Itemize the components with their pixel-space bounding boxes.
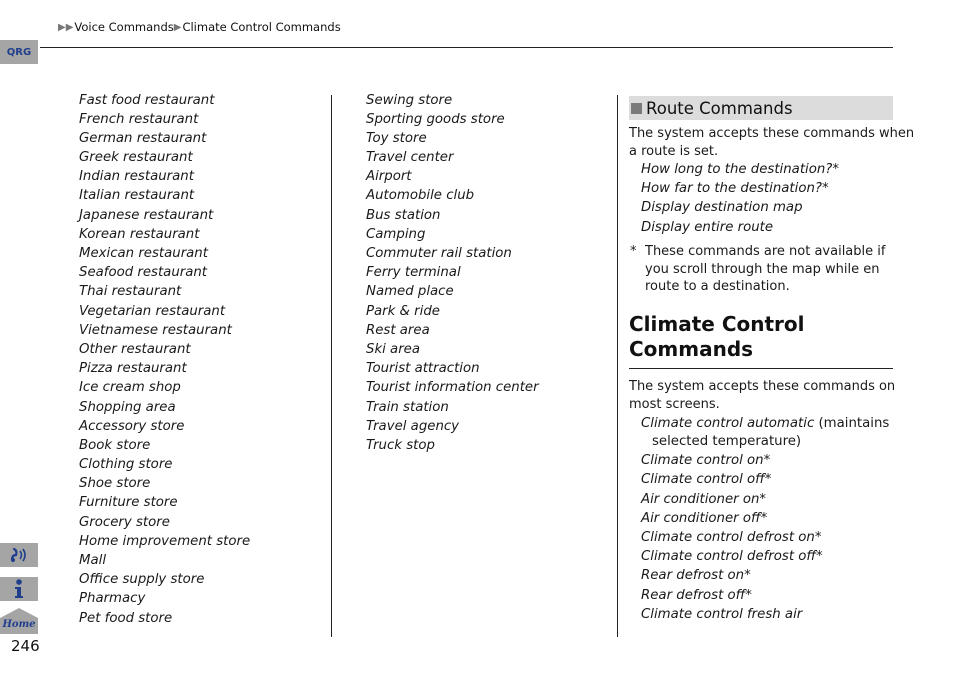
list-item: Ferry terminal <box>366 265 461 281</box>
list-item: Shoe store <box>79 476 151 492</box>
list-item: Clothing store <box>79 457 173 473</box>
list-item: Tourist attraction <box>366 361 480 377</box>
list-item: Airport <box>366 169 412 185</box>
climate-command-item: Climate control fresh air <box>641 606 803 622</box>
climate-command-automatic-suffix: (maintains <box>814 416 890 431</box>
info-icon <box>11 578 27 600</box>
list-item: Thai restaurant <box>79 284 182 300</box>
route-command-item: How long to the destination?* <box>641 162 839 177</box>
climate-title-line2: Commands <box>629 337 754 361</box>
climate-command-item: Rear defrost on* <box>641 568 751 584</box>
climate-intro <box>629 378 895 414</box>
route-command-list <box>641 161 839 238</box>
climate-command-item: Rear defrost off* <box>641 587 752 603</box>
footnote-star: * <box>630 244 637 259</box>
list-item: Vietnamese restaurant <box>79 322 232 338</box>
route-intro <box>629 125 914 161</box>
column-divider <box>617 95 618 637</box>
list-item: Automobile club <box>366 188 475 204</box>
section-square-icon <box>631 103 642 114</box>
climate-command-automatic-cont <box>641 433 889 451</box>
list-item: Vegetarian restaurant <box>79 303 226 319</box>
list-item: Toy store <box>366 130 427 146</box>
info-tab[interactable] <box>0 577 38 601</box>
breadcrumb-arrow-icon: ▶ <box>173 21 182 33</box>
list-item: Commuter rail station <box>366 246 512 261</box>
route-intro-line2: a route is set. <box>629 144 719 159</box>
list-item: Rest area <box>366 322 430 338</box>
list-item: Ski area <box>366 341 421 357</box>
list-item: Truck stop <box>366 437 435 453</box>
climate-command-item: Air conditioner off* <box>641 510 768 526</box>
list-item: Korean restaurant <box>79 226 200 242</box>
climate-command-item: Climate control off* <box>641 472 772 488</box>
page-number: 246 <box>11 637 40 655</box>
climate-command-automatic-cont-text: selected temperature) <box>652 434 802 449</box>
home-icon <box>0 608 38 634</box>
list-item: Japanese restaurant <box>79 207 214 223</box>
list-item: Book store <box>79 437 151 453</box>
climate-command-item: Climate control on* <box>641 453 771 469</box>
list-item: Pet food store <box>79 610 173 626</box>
list-item: Fast food restaurant <box>79 92 215 108</box>
climate-title-line1: Climate Control <box>629 312 805 336</box>
voice-command-icon <box>8 546 30 564</box>
list-item: Travel center <box>366 150 454 166</box>
route-footnote <box>630 243 892 296</box>
climate-command-item: Climate control defrost off* <box>641 549 823 565</box>
list-item: Shopping area <box>79 399 176 415</box>
footnote-line3: route to a destination. <box>645 279 790 294</box>
list-item: German restaurant <box>79 130 207 146</box>
list-item: Italian restaurant <box>79 188 195 204</box>
climate-command-item: Air conditioner on* <box>641 491 767 507</box>
list-item: French restaurant <box>79 111 199 127</box>
home-tab[interactable] <box>0 608 38 634</box>
breadcrumb-link-voice-commands[interactable]: Voice Commands <box>74 20 174 34</box>
footnote-line1: These commands are not available if <box>645 244 886 259</box>
climate-command-list <box>641 415 889 625</box>
breadcrumb <box>58 20 341 34</box>
route-command-item: Display entire route <box>641 219 774 235</box>
climate-command-automatic <box>641 415 889 433</box>
header-divider <box>40 47 893 48</box>
route-intro-line1: The system accepts these commands when <box>629 126 915 141</box>
route-commands-title: Route Commands <box>646 98 793 118</box>
route-commands-heading <box>629 96 893 120</box>
list-item: Mall <box>79 553 107 568</box>
place-category-list-2 <box>366 91 539 456</box>
voice-command-tab[interactable] <box>0 543 38 567</box>
list-item: Camping <box>366 226 426 242</box>
list-item: Seafood restaurant <box>79 265 208 281</box>
list-item: Train station <box>366 399 449 415</box>
list-item: Office supply store <box>79 572 205 588</box>
home-label: Home <box>2 619 36 630</box>
climate-intro-line2: most screens. <box>629 397 720 412</box>
place-category-list-1 <box>79 91 250 628</box>
list-item: Ice cream shop <box>79 380 181 396</box>
list-item: Home improvement store <box>79 533 251 549</box>
list-item: Bus station <box>366 207 441 223</box>
list-item: Sewing store <box>366 92 453 108</box>
list-item: Tourist information center <box>366 380 539 396</box>
route-command-item: How far to the destination?* <box>641 181 829 197</box>
climate-command-item: Climate control defrost on* <box>641 529 822 545</box>
list-item: Sporting goods store <box>366 111 505 127</box>
list-item: Furniture store <box>79 495 178 511</box>
list-item: Mexican restaurant <box>79 246 208 261</box>
climate-title-divider <box>629 368 893 369</box>
list-item: Travel agency <box>366 418 460 434</box>
list-item: Grocery store <box>79 514 170 530</box>
climate-intro-line1: The system accepts these commands on <box>629 379 896 394</box>
qrg-tab[interactable]: QRG <box>0 40 38 64</box>
breadcrumb-link-climate-control[interactable]: Climate Control Commands <box>182 20 341 34</box>
column-divider <box>331 95 332 637</box>
list-item: Greek restaurant <box>79 150 193 166</box>
list-item: Pizza restaurant <box>79 361 187 377</box>
list-item: Park & ride <box>366 303 440 319</box>
list-item: Named place <box>366 284 454 300</box>
climate-control-title <box>629 312 805 362</box>
climate-command-automatic-text: Climate control automatic <box>641 416 815 431</box>
list-item: Pharmacy <box>79 591 146 607</box>
list-item: Accessory store <box>79 418 185 434</box>
breadcrumb-arrow-icon: ▶▶ <box>58 21 74 33</box>
list-item: Other restaurant <box>79 341 191 357</box>
route-command-item: Display destination map <box>641 200 803 216</box>
footnote-line2: you scroll through the map while en <box>645 261 880 277</box>
list-item: Indian restaurant <box>79 169 194 185</box>
